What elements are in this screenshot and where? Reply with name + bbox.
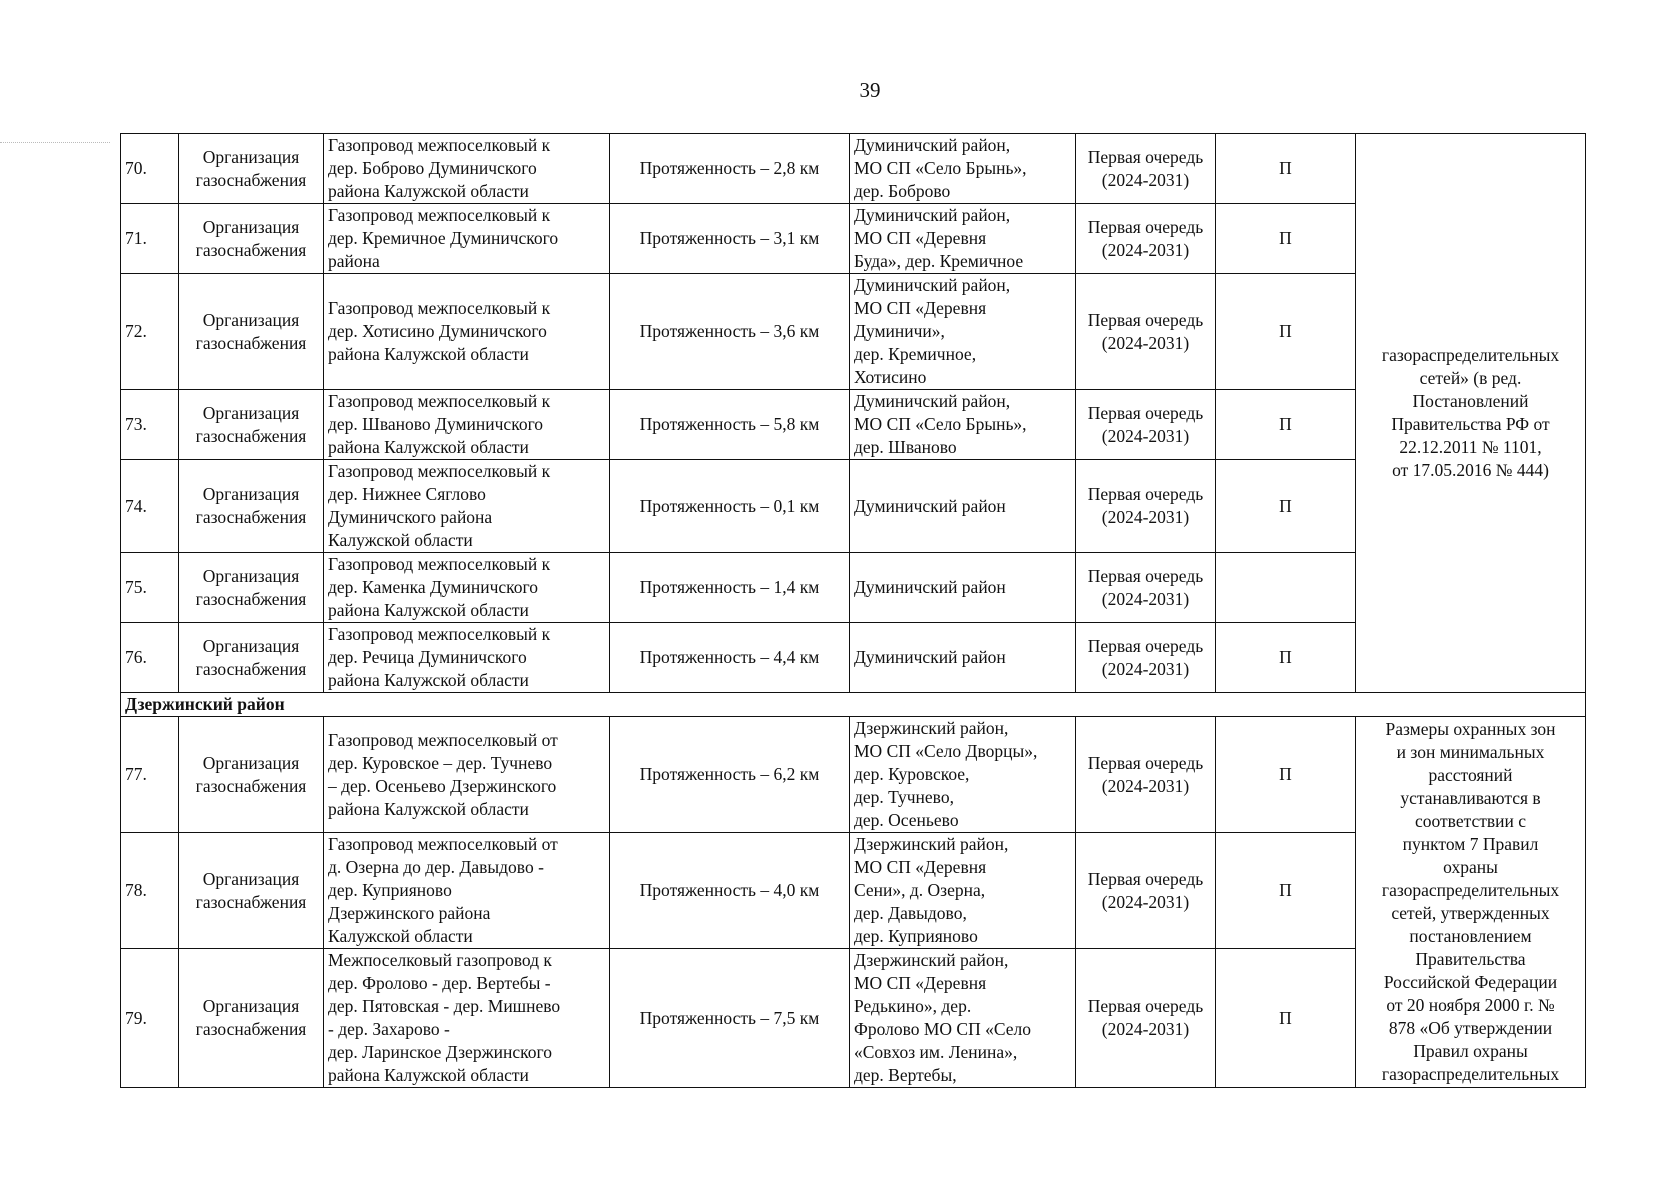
organization-cell-line: газоснабжения xyxy=(195,588,307,609)
object-name-cell-line: Газопровод межпоселковый от xyxy=(328,834,558,854)
stage-cell xyxy=(1076,553,1216,623)
protection-zone-note-line: газораспределительных xyxy=(1381,1064,1560,1084)
stage-cell xyxy=(1076,274,1216,390)
organization-cell xyxy=(179,390,324,460)
object-name-cell-line: – дер. Осеньево Дзержинского xyxy=(328,775,557,796)
organization-cell-line: газоснабжения xyxy=(195,775,307,796)
protection-zone-note-line: Российской Федерации xyxy=(1383,972,1558,992)
object-name-cell-line: дер. Пятовская - дер. Мишнево xyxy=(328,996,561,1016)
location-cell xyxy=(850,553,1076,623)
location-cell-line: дер. Тучнево, xyxy=(854,787,954,807)
location-cell-line: дер. Куприяново xyxy=(854,926,978,946)
stage-cell-line: Первая очередь xyxy=(1087,752,1204,773)
protection-zone-note-line: Размеры охранных зон xyxy=(1385,719,1556,739)
object-name-cell-line: Калужской области xyxy=(328,926,473,946)
object-name-cell-line: Газопровод межпоселковый к xyxy=(328,554,551,574)
object-name-cell-line: Дзержинского района xyxy=(328,903,491,923)
location-cell-line: Думиничский район, xyxy=(854,135,1011,155)
length-cell: Протяженность – 3,6 км xyxy=(610,274,850,390)
object-name-cell-line: дер. Шваново Думиничского xyxy=(328,414,544,434)
location-cell xyxy=(850,460,1076,553)
object-name-cell-line: района Калужской области xyxy=(328,344,529,364)
object-name-cell-line: дер. Боброво Думиничского xyxy=(328,158,537,178)
status-cell: П xyxy=(1216,623,1356,693)
object-name-cell-line: дер. Фролово - дер. Вертебы - xyxy=(328,973,551,993)
protection-zone-note-line: газораспределительных xyxy=(1381,345,1560,365)
stage-cell-line: (2024-2031) xyxy=(1101,332,1190,353)
status-cell: П xyxy=(1216,134,1356,204)
object-name-cell xyxy=(324,949,610,1088)
object-name-cell-line: дер. Хотисино Думиничского xyxy=(328,321,547,341)
object-name-cell-line: Межпоселковый газопровод к xyxy=(328,950,552,970)
location-cell-line: Редькино», дер. xyxy=(854,996,972,1016)
location-cell-line: Думиничский район, xyxy=(854,275,1011,295)
status-cell: П xyxy=(1216,390,1356,460)
stage-cell-line: Первая очередь xyxy=(1087,996,1204,1016)
status-cell: П xyxy=(1216,833,1356,949)
table-row xyxy=(121,717,1586,833)
location-cell xyxy=(850,204,1076,274)
organization-cell-line: Организация xyxy=(202,484,300,504)
organization-cell-line: Организация xyxy=(202,565,300,586)
length-cell: Протяженность – 5,8 км xyxy=(610,390,850,460)
object-name-cell-line: района Калужской области xyxy=(328,437,529,457)
organization-cell-line: Организация xyxy=(202,309,300,330)
organization-cell xyxy=(179,833,324,949)
organization-cell-line: Организация xyxy=(202,402,300,423)
protection-zone-note-line: от 17.05.2016 № 444) xyxy=(1392,460,1549,480)
organization-cell-line: газоснабжения xyxy=(195,332,307,353)
location-cell-line: Думиничский район, xyxy=(854,391,1011,411)
location-cell-line: дер. Шваново xyxy=(854,437,957,457)
gas-pipeline-table xyxy=(120,133,1586,1088)
organization-cell xyxy=(179,717,324,833)
object-name-cell-line: дер. Ларинское Дзержинского xyxy=(328,1042,553,1062)
location-cell xyxy=(850,390,1076,460)
stage-cell-line: Первая очередь xyxy=(1087,309,1204,330)
location-cell-line: МО СП «Деревня xyxy=(854,298,987,318)
location-cell-line: Буда», дер. Кремичное xyxy=(854,251,1024,271)
protection-zone-note-line: расстояний xyxy=(1428,765,1513,785)
object-name-cell xyxy=(324,390,610,460)
protection-zone-note-line: охраны xyxy=(1443,857,1498,877)
district-header-row xyxy=(121,693,1586,717)
protection-zone-note xyxy=(1356,717,1586,1088)
object-name-cell-line: Газопровод межпоселковый к xyxy=(328,205,551,225)
object-name-cell-line: района xyxy=(328,251,380,271)
object-name-cell-line: района Калужской области xyxy=(328,670,529,690)
stage-cell-line: (2024-2031) xyxy=(1101,1019,1190,1039)
organization-cell-line: газоснабжения xyxy=(195,507,307,527)
stage-cell-line: Первая очередь xyxy=(1087,484,1204,504)
organization-cell-line: Организация xyxy=(202,216,300,237)
object-name-cell-line: дер. Куприяново xyxy=(328,880,452,900)
protection-zone-note-line: Правительства РФ от xyxy=(1391,414,1550,434)
stage-cell-line: (2024-2031) xyxy=(1101,588,1190,609)
object-name-cell-line: Газопровод межпоселковый к xyxy=(328,298,551,318)
object-name-cell-line: района Калужской области xyxy=(328,600,529,620)
protection-zone-note-line: газораспределительных xyxy=(1381,880,1560,900)
row-number: 70. xyxy=(121,134,179,204)
object-name-cell-line: района Калужской области xyxy=(328,1065,529,1085)
stage-cell xyxy=(1076,623,1216,693)
location-cell xyxy=(850,833,1076,949)
status-cell xyxy=(1216,553,1356,623)
object-name-cell xyxy=(324,717,610,833)
organization-cell xyxy=(179,204,324,274)
length-cell: Протяженность – 1,4 км xyxy=(610,553,850,623)
stage-cell-line: (2024-2031) xyxy=(1101,507,1190,527)
protection-zone-note xyxy=(1356,134,1586,693)
organization-cell-line: газоснабжения xyxy=(195,425,307,446)
organization-cell-line: Организация xyxy=(202,868,300,889)
organization-cell-line: газоснабжения xyxy=(195,658,307,679)
protection-zone-note-line: Правительства xyxy=(1415,949,1526,969)
protection-zone-note-line: 878 «Об утверждении xyxy=(1388,1018,1553,1038)
location-cell xyxy=(850,274,1076,390)
protection-zone-note-line: постановлением xyxy=(1409,926,1532,946)
location-cell-line: «Совхоз им. Ленина», xyxy=(854,1042,1018,1062)
row-number: 73. xyxy=(121,390,179,460)
object-name-cell-line: Газопровод межпоселковый к xyxy=(328,624,551,644)
object-name-cell-line: района Калужской области xyxy=(328,798,529,819)
organization-cell-line: Организация xyxy=(202,996,300,1016)
protection-zone-note-line: пунктом 7 Правил xyxy=(1402,834,1539,854)
scan-artifact xyxy=(0,142,110,149)
location-cell-line: Думиничский район xyxy=(854,495,1006,516)
location-cell-line: Думиничи», xyxy=(854,321,945,341)
page-number: 39 xyxy=(859,78,881,102)
organization-cell-line: Организация xyxy=(202,752,300,773)
organization-cell xyxy=(179,134,324,204)
object-name-cell-line: Газопровод межпоселковый от xyxy=(328,729,558,750)
object-name-cell xyxy=(324,460,610,553)
row-number: 71. xyxy=(121,204,179,274)
object-name-cell-line: Газопровод межпоселковый к xyxy=(328,461,551,481)
status-cell: П xyxy=(1216,274,1356,390)
location-cell-line: дер. Боброво xyxy=(854,181,951,201)
stage-cell-line: (2024-2031) xyxy=(1101,239,1190,260)
length-cell: Протяженность – 7,5 км xyxy=(610,949,850,1088)
stage-cell xyxy=(1076,390,1216,460)
length-cell: Протяженность – 3,1 км xyxy=(610,204,850,274)
status-cell: П xyxy=(1216,949,1356,1088)
stage-cell-line: (2024-2031) xyxy=(1101,775,1190,796)
location-cell xyxy=(850,717,1076,833)
stage-cell xyxy=(1076,833,1216,949)
row-number: 78. xyxy=(121,833,179,949)
row-number: 79. xyxy=(121,949,179,1088)
location-cell-line: МО СП «Село Брынь», xyxy=(854,414,1027,434)
location-cell xyxy=(850,949,1076,1088)
row-number: 77. xyxy=(121,717,179,833)
stage-cell-line: Первая очередь xyxy=(1087,216,1204,237)
protection-zone-note-line: Постановлений xyxy=(1412,391,1529,411)
organization-cell-line: Организация xyxy=(202,635,300,656)
location-cell-line: Хотисино xyxy=(854,367,927,387)
organization-cell xyxy=(179,274,324,390)
row-number: 76. xyxy=(121,623,179,693)
object-name-cell xyxy=(324,274,610,390)
location-cell-line: дер. Кремичное, xyxy=(854,344,977,364)
organization-cell-line: газоснабжения xyxy=(195,1019,307,1039)
location-cell-line: дер. Давыдово, xyxy=(854,903,967,923)
stage-cell xyxy=(1076,717,1216,833)
object-name-cell-line: Газопровод межпоселковый к xyxy=(328,135,551,155)
length-cell: Протяженность – 0,1 км xyxy=(610,460,850,553)
location-cell-line: Дзержинский район, xyxy=(854,834,1009,854)
protection-zone-note-line: сетей» (в ред. xyxy=(1419,368,1522,388)
stage-cell xyxy=(1076,134,1216,204)
object-name-cell-line: дер. Куровское – дер. Тучнево xyxy=(328,752,553,773)
location-cell-line: дер. Куровское, xyxy=(854,764,970,784)
object-name-cell-line: Калужской области xyxy=(328,530,473,550)
stage-cell-line: Первая очередь xyxy=(1087,146,1204,167)
length-cell: Протяженность – 4,0 км xyxy=(610,833,850,949)
organization-cell xyxy=(179,460,324,553)
protection-zone-note-line: Правил охраны xyxy=(1413,1041,1528,1061)
organization-cell-line: Организация xyxy=(202,146,300,167)
object-name-cell-line: района Калужской области xyxy=(328,181,529,201)
protection-zone-note-line: сетей, утвержденных xyxy=(1391,903,1550,923)
object-name-cell xyxy=(324,134,610,204)
length-cell: Протяженность – 2,8 км xyxy=(610,134,850,204)
stage-cell-line: Первая очередь xyxy=(1087,565,1204,586)
length-cell: Протяженность – 4,4 км xyxy=(610,623,850,693)
stage-cell-line: (2024-2031) xyxy=(1101,169,1190,190)
district-title: Дзержинский район xyxy=(121,693,1586,717)
location-cell-line: дер. Вертебы, xyxy=(854,1065,957,1085)
location-cell-line: МО СП «Село Брынь», xyxy=(854,158,1027,178)
row-number: 72. xyxy=(121,274,179,390)
organization-cell xyxy=(179,623,324,693)
object-name-cell-line: д. Озерна до дер. Давыдово - xyxy=(328,857,544,877)
location-cell-line: МО СП «Деревня xyxy=(854,228,987,248)
protection-zone-note-line: и зон минимальных xyxy=(1396,742,1545,762)
location-cell-line: Думиничский район xyxy=(854,577,1006,597)
status-cell: П xyxy=(1216,204,1356,274)
row-number: 75. xyxy=(121,553,179,623)
stage-cell xyxy=(1076,460,1216,553)
object-name-cell xyxy=(324,833,610,949)
object-name-cell-line: дер. Каменка Думиничского xyxy=(328,577,539,597)
location-cell xyxy=(850,134,1076,204)
object-name-cell-line: дер. Речица Думиничского xyxy=(328,647,527,667)
location-cell-line: МО СП «Деревня xyxy=(854,857,987,877)
location-cell-line: Думиничский район xyxy=(854,647,1006,667)
location-cell-line: МО СП «Деревня xyxy=(854,973,987,993)
stage-cell-line: Первая очередь xyxy=(1087,868,1204,889)
organization-cell xyxy=(179,949,324,1088)
protection-zone-note-line: от 20 ноября 2000 г. № xyxy=(1386,995,1555,1015)
protection-zone-note-line: соответствии с xyxy=(1414,811,1527,831)
length-cell: Протяженность – 6,2 км xyxy=(610,717,850,833)
organization-cell-line: газоснабжения xyxy=(195,891,307,912)
location-cell-line: Сени», д. Озерна, xyxy=(854,880,986,900)
status-cell: П xyxy=(1216,717,1356,833)
object-name-cell xyxy=(324,204,610,274)
location-cell-line: Думиничский район, xyxy=(854,205,1011,225)
organization-cell-line: газоснабжения xyxy=(195,169,307,190)
table-row xyxy=(121,134,1586,204)
row-number: 74. xyxy=(121,460,179,553)
object-name-cell-line: дер. Кремичное Думиничского xyxy=(328,228,559,248)
object-name-cell-line: - дер. Захарово - xyxy=(328,1019,450,1039)
organization-cell-line: газоснабжения xyxy=(195,239,307,260)
location-cell-line: Дзержинский район, xyxy=(854,718,1009,738)
stage-cell-line: (2024-2031) xyxy=(1101,658,1190,679)
stage-cell-line: (2024-2031) xyxy=(1101,891,1190,912)
stage-cell-line: Первая очередь xyxy=(1087,635,1204,656)
object-name-cell-line: Думиничского района xyxy=(328,507,493,527)
object-name-cell xyxy=(324,623,610,693)
location-cell-line: дер. Осеньево xyxy=(854,810,959,830)
location-cell-line: МО СП «Село Дворцы», xyxy=(854,741,1038,761)
status-cell: П xyxy=(1216,460,1356,553)
location-cell xyxy=(850,623,1076,693)
object-name-cell xyxy=(324,553,610,623)
protection-zone-note-line: устанавливаются в xyxy=(1400,788,1541,808)
location-cell-line: Фролово МО СП «Село xyxy=(854,1019,1031,1039)
location-cell-line: Дзержинский район, xyxy=(854,950,1009,970)
organization-cell xyxy=(179,553,324,623)
object-name-cell-line: Газопровод межпоселковый к xyxy=(328,391,551,411)
stage-cell-line: (2024-2031) xyxy=(1101,425,1190,446)
stage-cell xyxy=(1076,949,1216,1088)
object-name-cell-line: дер. Нижнее Сяглово xyxy=(328,484,486,504)
stage-cell-line: Первая очередь xyxy=(1087,402,1204,423)
stage-cell xyxy=(1076,204,1216,274)
protection-zone-note-line: 22.12.2011 № 1101, xyxy=(1399,437,1542,457)
